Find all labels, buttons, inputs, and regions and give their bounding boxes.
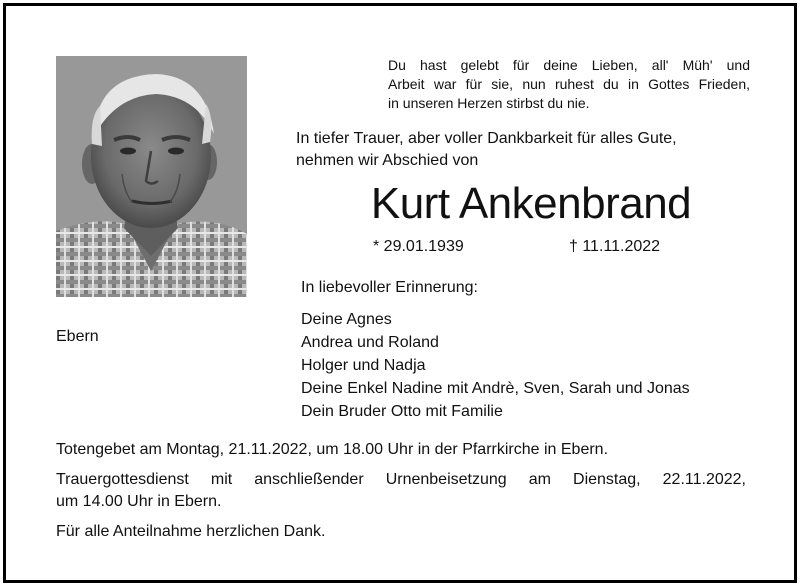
mourner: Deine Agnes (301, 311, 392, 328)
funeral-notice (56, 469, 746, 513)
intro-line: In tiefer Trauer, aber voller Dankbarkeit für alles Gute, (296, 130, 677, 147)
memorial-verse (388, 56, 750, 113)
intro-text (296, 128, 756, 172)
mourner: Deine Enkel Nadine mit Andrè, Sven, Sarah und Jonas (301, 380, 690, 397)
obituary-notice (3, 3, 797, 583)
mourners-list (301, 308, 690, 423)
place-of-residence: Ebern (56, 328, 99, 345)
prayer-notice: Totengebet am Montag, 21.11.2022, um 18.00 Uhr in der Pfarrkirche in Ebern. (56, 441, 609, 458)
portrait-image (56, 56, 247, 297)
mourner: Andrea und Roland (301, 334, 439, 351)
verse-line: in unseren Herzen stirbst du nie. (388, 95, 590, 111)
verse-line: Arbeit war für sie, nun ruhest du in Gottes Frieden, (388, 76, 750, 92)
service-notices (56, 439, 746, 551)
birth-date: * 29.01.1939 (373, 238, 464, 255)
verse-line: Du hast gelebt für deine Lieben, all' Müh' und (388, 57, 750, 73)
portrait-photo (56, 56, 247, 297)
death-date: † 11.11.2022 (569, 238, 661, 255)
mourner: Holger und Nadja (301, 357, 426, 374)
deceased-name: Kurt Ankenbrand (370, 179, 692, 228)
thanks-note: Für alle Anteilnahme herzlichen Dank. (56, 523, 326, 540)
intro-line: nehmen wir Abschied von (296, 152, 479, 169)
memory-heading: In liebevoller Erinnerung: (301, 279, 478, 296)
funeral-notice-line: um 14.00 Uhr in Ebern. (56, 493, 222, 510)
funeral-notice-line: Trauergottesdienst mit anschließender Urnenbeisetzung am Dienstag, 22.11.2022, (56, 471, 746, 488)
mourner: Dein Bruder Otto mit Familie (301, 403, 503, 420)
